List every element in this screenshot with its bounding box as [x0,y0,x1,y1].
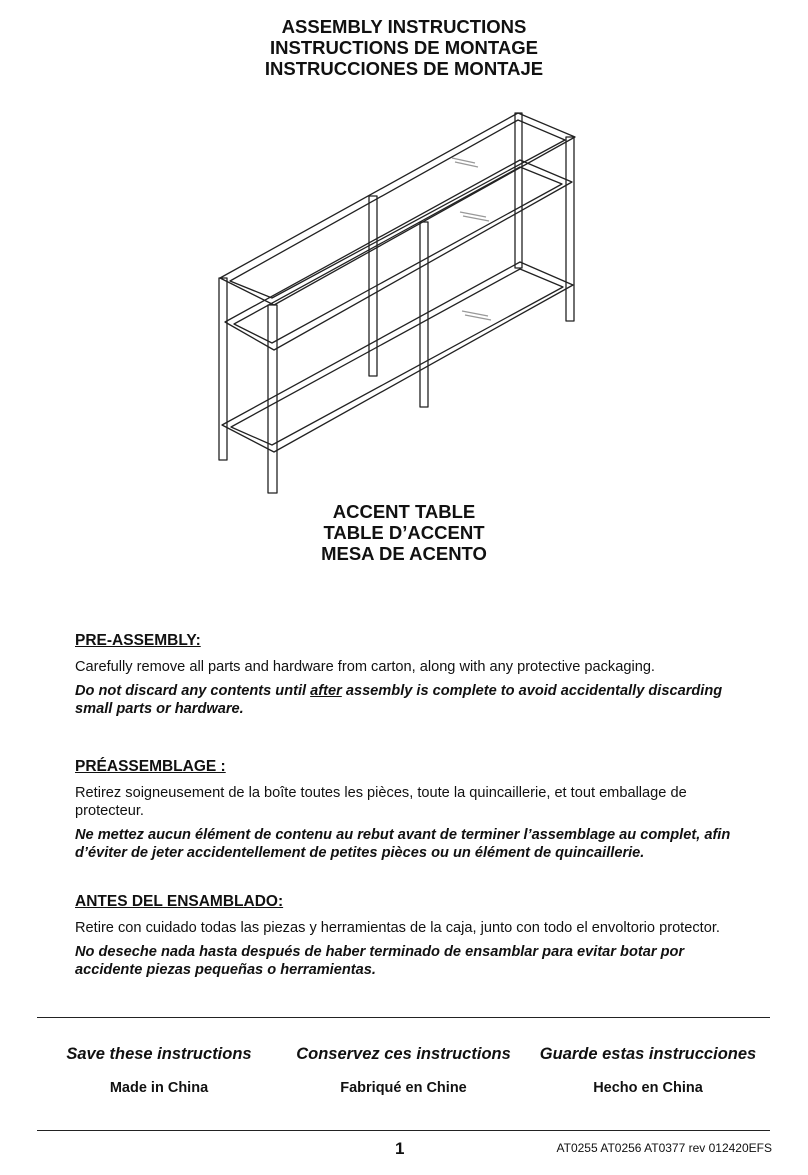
save-instructions-english: Save these instructions [66,1045,252,1063]
section-heading: PRÉASSEMBLAGE : [75,758,226,775]
section-body: Retire con cuidado todas las piezas y herramientas de la caja, junto con todo el envoltorio protector. [75,920,720,936]
product-name-spanish: MESA DE ACENTO [321,543,487,564]
section-heading: PRE-ASSEMBLY: [75,632,201,649]
section-warning: No deseche nada hasta después de haber terminado de ensamblar para evitar botar por accidente piezas pequeñas o herramientas. [75,944,685,978]
model-numbers: AT0255 AT0256 AT0377 rev 012420EFS [556,1141,772,1155]
product-name-english: ACCENT TABLE [332,501,476,522]
save-instructions-french: Conservez ces instructions [296,1045,511,1063]
made-in-english: Made in China [109,1080,209,1096]
save-instructions-row [37,1045,770,1064]
section-heading: ANTES DEL ENSAMBLADO: [75,893,284,910]
divider [37,1130,770,1131]
section-warning: Ne mettez aucun élément de contenu au rebut avant de terminer l’assemblage au complet, afin d’éviter de jeter accidentellement de petites pièces ou un élément de quincaillerie. [75,827,731,861]
title-french: INSTRUCTIONS DE MONTAGE [270,37,538,58]
pre-assembly-section-french [75,758,735,868]
title-spanish: INSTRUCCIONES DE MONTAJE [264,58,544,79]
section-body: Carefully remove all parts and hardware from carton, along with any protective packaging. [75,659,655,675]
accent-table-illustration [200,100,590,500]
section-warning: Do not discard any contents until after assembly is complete to avoid accidentally discarding small parts or hardware. [75,683,723,717]
document-title [0,16,808,79]
pre-assembly-section-english [75,632,735,724]
divider [37,1017,770,1018]
product-name-french: TABLE D’ACCENT [323,522,485,543]
title-english: ASSEMBLY INSTRUCTIONS [281,16,527,37]
section-body: Retirez soigneusement de la boîte toutes les pièces, toute la quincaillerie, et tout emballage de protecteur. [75,785,687,819]
page-number: 1 [395,1139,405,1158]
save-instructions-spanish: Guarde estas instrucciones [539,1045,757,1063]
product-name [0,501,808,564]
made-in-row [37,1080,770,1096]
pre-assembly-section-spanish [75,893,735,985]
made-in-spanish: Hecho en China [593,1080,703,1096]
made-in-french: Fabriqué en Chine [340,1080,467,1096]
